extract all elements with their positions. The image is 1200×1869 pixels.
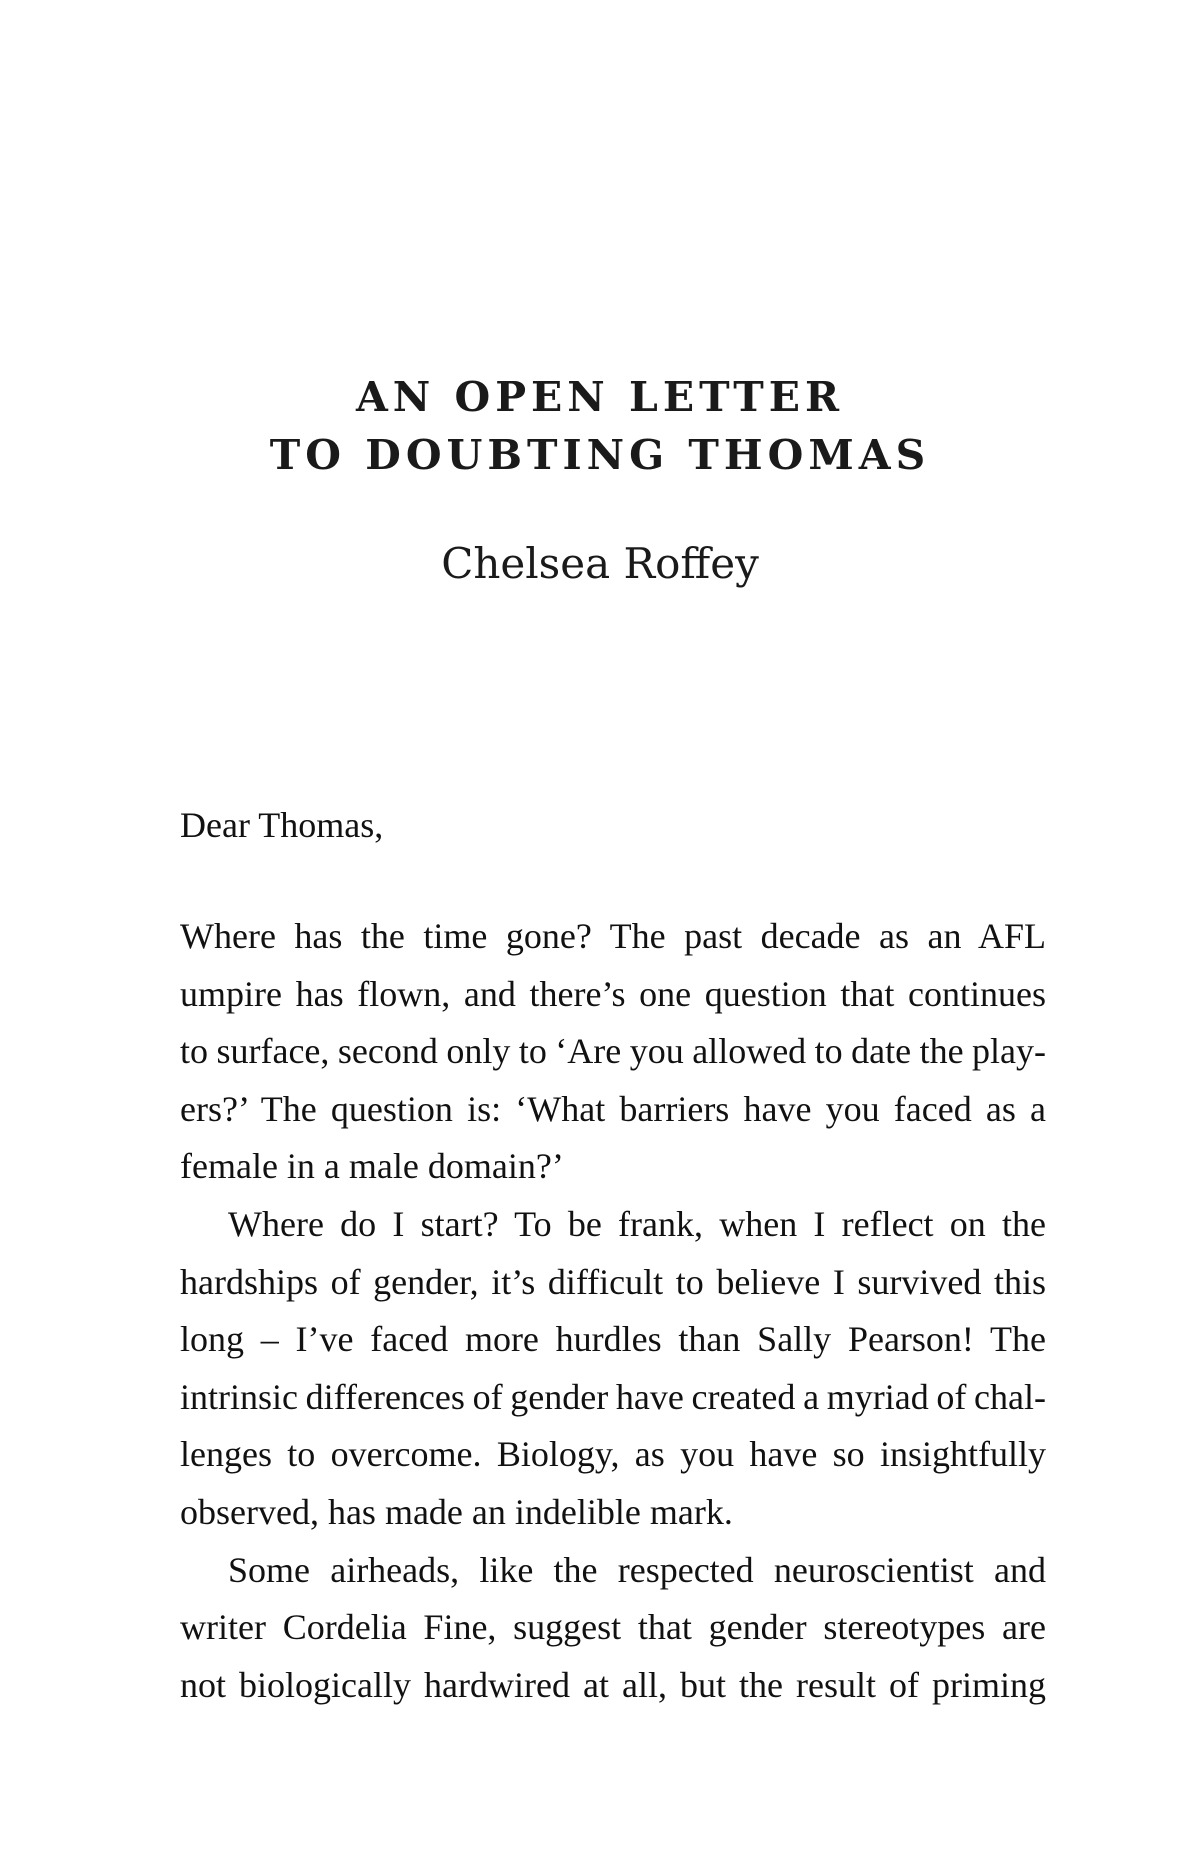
paragraph-line: to surface, second only to ‘Are you allowed to date the play- [180,1031,1046,1072]
paragraph-line: ers?’ The question is: ‘What barriers have you faced as a [180,1088,1046,1129]
letter-body [180,796,1046,1714]
paragraph-line: lenges to overcome. Biology, as you have so insightfully [180,1434,1046,1475]
author-name: Chelsea Roffey [441,539,759,588]
paragraph-line: writer Cordelia Fine, suggest that gender stereotypes are [180,1607,1046,1648]
paragraph-line: not biologically hardwired at all, but the result of priming [180,1664,1046,1705]
paragraph-line: Some airheads, like the respected neuroscientist and [228,1549,1046,1590]
paragraph-line: Where has the time gone? The past decade as an AFL [180,916,1046,956]
paragraph-line: intrinsic differences of gender have created a myriad of chal- [180,1376,1046,1417]
paragraph-line: hardships of gender, it’s difficult to believe I survived this [180,1261,1046,1302]
paragraph-line: observed, has made an indelible mark. [180,1491,733,1532]
paragraph-3 [180,1542,1046,1715]
paragraph-line: Where do I start? To be frank, when I reflect on the [228,1203,1046,1244]
salutation: Dear Thomas, [180,805,384,845]
paragraph-line: long – I’ve faced more hurdles than Sally Pearson! The [180,1319,1046,1360]
paragraph-2 [180,1196,1046,1542]
paragraph-1 [180,908,1046,1196]
paragraph-line: female in a male domain?’ [180,1146,564,1187]
title-line-2: TO DOUBTING THOMAS [269,431,931,479]
paragraph-line: umpire has flown, and there’s one question that continues [180,973,1046,1014]
title-line-1: AN OPEN LETTER [355,373,845,421]
essay-title [0,368,1200,484]
